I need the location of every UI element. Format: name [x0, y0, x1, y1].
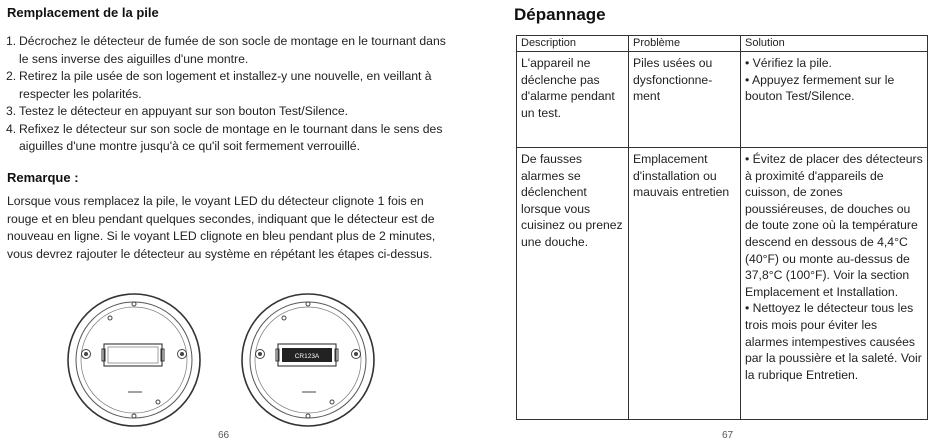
troubleshooting-heading: Dépannage: [514, 5, 606, 24]
column-header-probleme: Problème: [629, 36, 741, 52]
detector-with-battery-illustration: [240, 292, 376, 428]
battery-label: CR123A: [294, 353, 320, 360]
detector-empty-illustration: [66, 292, 202, 428]
right-page: [470, 0, 950, 445]
solution-line: • Évitez de placer des détecteurs à proximité d'appareils de cuisson, de zones poussiéreuses, de douches ou de toute zone où la température descend en dessous de 4,4°C (40°F) ou monte au-dessus de 37,8°C (100°F). Voir la section Emplacement et Installation.: [745, 152, 923, 299]
step-text: Retirez la pile usée de son logement et installez-y une nouvelle, en veillant à respecter les polarités.: [19, 69, 432, 101]
section-heading-battery-replacement: Remplacement de la pile: [7, 5, 159, 20]
cell-description: De fausses alarmes se déclenchent lorsque vous cuisinez ou prenez une douche.: [517, 148, 629, 420]
solution-line: • Nettoyez le détecteur tous les trois mois pour éviter les alarmes intempestives causées par la poussière et la saleté. Voir la rubrique Entretien.: [745, 301, 922, 382]
left-page: [0, 0, 470, 445]
remarque-heading: Remarque :: [7, 170, 79, 185]
cell-probleme: Piles usées ou dysfonctionne-ment: [629, 52, 741, 148]
step-number: 3.: [6, 104, 17, 118]
step-text: Testez le détecteur en appuyant sur son bouton Test/Silence.: [19, 104, 349, 118]
step-number: 1.: [6, 34, 17, 48]
solution-line: • Vérifiez la pile.: [745, 56, 832, 70]
remarque-paragraph: Lorsque vous remplacez la pile, le voyant LED du détecteur clignote 1 fois en rouge et en bleu pendant quelques secondes, indiquant que le détecteur est de nouveau en ligne. Si le voyant LED clignote en bleu pendant plus de 2 minutes, vous devrez rajouter le détecteur au système en répétant les étapes ci-dessus.: [7, 194, 436, 261]
cell-solution: [741, 52, 928, 148]
cell-solution: [741, 148, 928, 420]
cell-probleme: Emplacement d'installation ou mauvais entretien: [629, 148, 741, 420]
step-number: 4.: [6, 121, 17, 136]
replacement-steps-list: [6, 33, 446, 156]
table-row: [517, 52, 928, 148]
table-row: [517, 148, 928, 420]
list-item: [6, 103, 446, 121]
troubleshooting-table: [516, 35, 928, 420]
list-item: [6, 121, 446, 156]
table-header-row: [517, 36, 928, 52]
step-number: 2.: [6, 69, 17, 83]
page-number-right: 67: [722, 430, 734, 441]
column-header-solution: Solution: [741, 36, 928, 52]
cell-description: L'appareil ne déclenche pas d'alarme pendant un test.: [517, 52, 629, 148]
column-header-description: Description: [517, 36, 629, 52]
solution-line: • Appuyez fermement sur le bouton Test/Silence.: [745, 72, 895, 104]
list-item: [6, 33, 446, 68]
step-text: Refixez le détecteur sur son socle de montage en le tournant dans le sens des aiguilles d'une montre jusqu'à ce qu'il soit fermement verrouillé.: [19, 121, 443, 153]
step-text: Décrochez le détecteur de fumée de son socle de montage en le tournant dans le sens inverse des aiguilles d'une montre.: [19, 34, 446, 66]
list-item: [6, 68, 446, 103]
page-number-left: 66: [218, 430, 230, 441]
